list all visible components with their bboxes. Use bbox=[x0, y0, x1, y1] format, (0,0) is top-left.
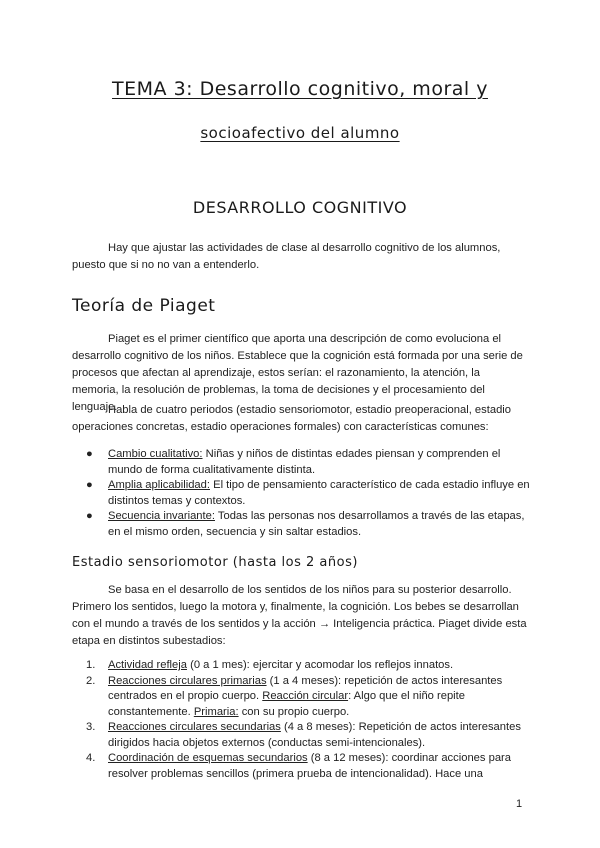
list-item bbox=[72, 674, 530, 721]
list-item bbox=[72, 751, 530, 782]
bullet-icon: ● bbox=[86, 479, 93, 491]
list-item-term: Reacciones circulares secundarias bbox=[108, 721, 281, 733]
bullet-icon: ● bbox=[86, 448, 93, 460]
list-item-text: (1 a 4 meses): repetición de actos interesantes centrados en el propio cuerpo. bbox=[108, 674, 503, 702]
list-item-term: Reacciones circulares primarias bbox=[108, 674, 267, 687]
list-item-term: Secuencia invariante: bbox=[108, 510, 215, 522]
list-item bbox=[72, 447, 530, 478]
list-item bbox=[72, 478, 530, 509]
periods-paragraph: Habla de cuatro periodos (estadio sensoriomotor, estadio preoperacional, estadio operaciones concretas, estadio operaciones formales) con características comunes: bbox=[72, 404, 511, 433]
list-item-number: 4. bbox=[86, 752, 96, 764]
intro-paragraph: Hay que ajustar las actividades de clase al desarrollo cognitivo de los alumnos, puesto que si no no van a entenderlo. bbox=[72, 242, 501, 271]
list-item-term: Coordinación de esquemas secundarios bbox=[108, 752, 308, 764]
list-item-text: (8 a 12 meses): coordinar acciones para resolver problemas sencillos (primera prueba de intencionalidad). Hace una bbox=[108, 752, 511, 780]
document-title-line2: socioafectivo del alumno bbox=[200, 124, 400, 142]
piaget-paragraph: Piaget es el primer científico que aporta una descripción de como evoluciona el desarrollo cognitivo de los niños. Establece que la cognición está formada por una serie de procesos que afectan al aprendizaje, estos serían: el razonamiento, la atención, la memoria, la resolución de problemas, la toma de decisiones y el procesamiento del lenguaje. bbox=[72, 333, 523, 413]
list-item-text: Todas las personas nos desarrollamos a través de las etapas, en el mismo orden, secuencia y sin saltar estadios. bbox=[108, 510, 525, 538]
document-title-line1: TEMA 3: Desarrollo cognitivo, moral y bbox=[112, 78, 488, 100]
list-item-text: (0 a 1 mes): ejercitar y acomodar los reflejos innatos. bbox=[186, 659, 454, 671]
list-item-term: Primaria: bbox=[193, 705, 239, 718]
list-item bbox=[72, 720, 530, 751]
list-item-text: Niñas y niños de distintas edades piensan y comprenden el mundo de forma cualitativamente distinta. bbox=[108, 448, 501, 476]
list-item-term: Cambio cualitativo: bbox=[108, 448, 203, 460]
list-item-term: Actividad refleja bbox=[108, 659, 187, 671]
list-item-number: 2. bbox=[86, 674, 96, 687]
list-item-text: : Algo que el niño repite constantemente. bbox=[108, 690, 465, 718]
list-item-text: con su propio cuerpo. bbox=[238, 705, 350, 718]
list-item-term: Amplia aplicabilidad: bbox=[108, 479, 210, 491]
list-item-text: (4 a 8 meses): Repetición de actos interesantes dirigidos hacia objetos externos (conductas semi-intencionales). bbox=[108, 721, 521, 749]
characteristics-list bbox=[72, 447, 530, 540]
list-item-number: 1. bbox=[86, 659, 96, 671]
section-heading: DESARROLLO COGNITIVO bbox=[192, 198, 408, 217]
sensorimotor-heading: Estadio sensoriomotor (hasta los 2 años) bbox=[72, 555, 358, 570]
list-item-text: El tipo de pensamiento característico de cada estadio influye en distintos temas y contextos. bbox=[108, 479, 530, 507]
list-item-number: 3. bbox=[86, 721, 96, 733]
bullet-icon: ● bbox=[86, 510, 93, 522]
substages-list bbox=[72, 658, 530, 782]
piaget-heading: Teoría de Piaget bbox=[72, 296, 216, 316]
list-item bbox=[72, 658, 530, 674]
list-item-term: Reacción circular bbox=[262, 690, 349, 702]
list-item bbox=[72, 509, 530, 540]
page-number: 1 bbox=[516, 798, 523, 810]
sensorimotor-paragraph: Se basa en el desarrollo de los sentidos de los niños para su posterior desarrollo. Primero los sentidos, luego la motora y, finalmente, la cognición. Los bebes se desarrollan con el mundo a través de los sentidos y la acción → Inteligencia práctica. Piaget divide esta etapa en distintos subestadios: bbox=[72, 584, 527, 647]
